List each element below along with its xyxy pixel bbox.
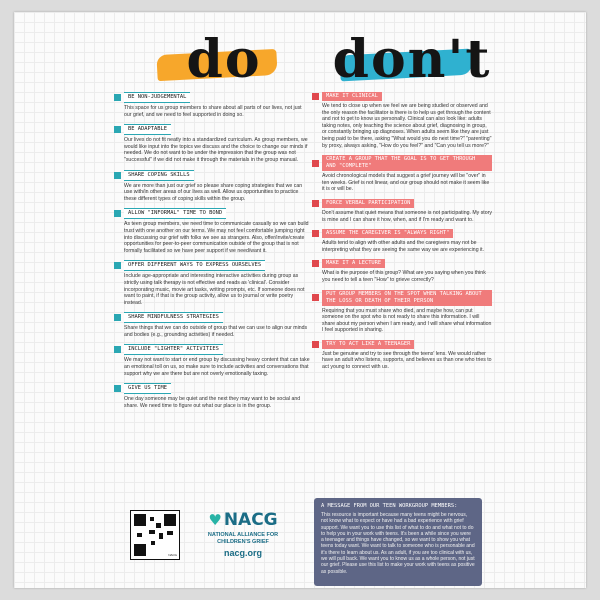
- dont-section-label: MAKE IT CLINICAL: [322, 92, 382, 101]
- message-title: A MESSAGE FROM OUR TEEN WORKGROUP MEMBERS:: [321, 503, 458, 509]
- teal-square-icon: [114, 346, 121, 353]
- dont-section-text: Adults tend to align with other adults and the caregivers may not be interpreting what they are seeing the same way we are experiencing it.: [322, 240, 485, 253]
- do-section-text: We are more than just our grief so please share coping strategies that we can use with/in other areas of our lives as well. Allow us opportunities to practice these different types of coping skills within the group.: [124, 182, 303, 202]
- teal-square-icon: [114, 126, 121, 133]
- org-url[interactable]: nacg.org: [223, 548, 262, 558]
- red-square-icon: [312, 260, 319, 267]
- dont-section: [312, 92, 492, 149]
- teal-square-icon: [114, 314, 121, 321]
- do-section-label: BE ADAPTABLE: [124, 124, 171, 135]
- dont-section: [312, 155, 492, 193]
- dont-heading: [332, 30, 492, 92]
- red-square-icon: [312, 160, 319, 167]
- do-section: [114, 383, 310, 409]
- do-section-text: This space for us group members to share about all parts of our lives, not just our grief, and we need to feel supported in doing so.: [124, 105, 302, 118]
- red-square-icon: [312, 93, 319, 100]
- teal-square-icon: [114, 385, 121, 392]
- do-section-text: Share things that we can do outside of group that we can use to align our minds and bodies (e.g., grounding activities) if needed.: [124, 325, 308, 338]
- message-box: [314, 498, 482, 586]
- dont-section: [312, 199, 492, 223]
- qr-code[interactable]: [130, 510, 180, 560]
- do-section-text: Include age-appropriate and interesting interactive activities during group as strictly using talk therapy is not effective and reads as 'clinical'. Consider incorporating music, movie art tasks, writing prompts, etc. If someone does not want to paint, if that is the group activity, allow us to journal or write poetry instead.: [124, 273, 305, 306]
- poster: [14, 12, 586, 588]
- do-section: [114, 208, 310, 254]
- do-section: [114, 344, 310, 377]
- teal-square-icon: [114, 172, 121, 179]
- brand-name: NACG: [223, 510, 278, 530]
- org-name-line2: CHILDREN'S GRIEF: [217, 539, 269, 545]
- dont-section-label: ASSUME THE CAREGIVER IS "ALWAYS RIGHT": [322, 229, 453, 238]
- do-section-label: INCLUDE "LIGHTER" ACTIVITIES: [124, 344, 223, 355]
- heart-icon: ♥: [208, 511, 222, 529]
- dont-section-text: Don't assume that quiet means that someone is not participating. My story is mine and I can share it how, when, and if I'm ready and want to.: [322, 209, 492, 223]
- dont-section: [312, 340, 492, 371]
- dont-section-label: CREATE A GROUP THAT THE GOAL IS TO GET THROUGH AND "COMPLETE": [322, 155, 492, 171]
- do-section-label: ALLOW "INFORMAL" TIME TO BOND: [124, 208, 226, 219]
- qr-label: NACG: [168, 553, 177, 557]
- do-section: [114, 170, 310, 203]
- do-section-text: Our lives do not fit neatly into a standardized curriculum. As group members, we would like input into the topics we discuss and the choice to change our minds if needed. We do not want to be under the impression that the group was not "successful" if we did not make it through the materials in the group manual.: [124, 137, 308, 163]
- do-section-label: OFFER DIFFERENT WAYS TO EXPRESS OURSELVES: [124, 260, 265, 271]
- do-section: [114, 124, 310, 163]
- dont-column: [312, 92, 492, 377]
- do-section: [114, 260, 310, 306]
- teal-square-icon: [114, 210, 121, 217]
- do-section-text: One day someone may be quiet and the next they may want to be social and share. We need time to figure out what our place is in the group.: [124, 396, 301, 409]
- dont-section-text: Just be genuine and try to see through the teens' lens. We would rather have an adult who listens, supports, and believes us than one who tries to act young to connect with us.: [322, 350, 492, 371]
- dont-section: [312, 290, 492, 334]
- do-heading: [149, 30, 299, 92]
- do-word: do: [186, 29, 262, 90]
- do-section: [114, 312, 310, 338]
- footer-logos: [130, 510, 300, 570]
- nacg-logo: [188, 510, 298, 558]
- dont-section-text: Avoid chronological models that suggest a grief journey will be "over" in ten weeks. Grief is not linear, and our group should not make it seem like it is or will be.: [322, 173, 490, 193]
- do-section-label: GIVE US TIME: [124, 383, 171, 394]
- dont-section-label: MAKE IT A LECTURE: [322, 259, 385, 268]
- red-square-icon: [312, 230, 319, 237]
- do-section-text: As teen group members, we need time to communicate casually so we can build trust with one another on our terms. We may not feel comfortable jumping right into discussing our grief with folks we see as strangers. Also, offer/invite/create opportunities for peer-to-peer communication outside of the group that is not formally facilitated so we have peer support if we need/want it.: [124, 221, 309, 254]
- dont-section-label: TRY TO ACT LIKE A TEENAGER: [322, 340, 414, 349]
- dont-section-text: We tend to close up when we feel we are being studied or observed and the only reason the facilitator is there is to help us get through the content and not to get to know us personally. Clinical can also look like: adults taking notes, only teaching the science about grief, diagnosing in group, or constantly bringing up diagnoses. When adults seem like they are just being paid to be there, asking "What would you do next time?" "parenting" by proxy, always asking, "How do you feel?" and "Can you tell us more?": [322, 103, 492, 149]
- dont-section-text: What is the purpose of this group? What are you saying when you think you need to tell a teen "How" to grieve correctly?: [322, 270, 486, 283]
- dont-section-label: FORCE VERBAL PARTICIPATION: [322, 199, 414, 208]
- teal-square-icon: [114, 262, 121, 269]
- dont-section: [312, 259, 492, 283]
- do-section-label: SHARE MINDFULNESS STRATEGIES: [124, 312, 223, 323]
- do-column: [114, 92, 310, 415]
- red-square-icon: [312, 200, 319, 207]
- dont-section-text: Requiring that you must share who died, and maybe how, can put someone on the spot who is not ready to share this information. I will share about my person when I am ready, and I will share what information I feel supported in sharing.: [322, 307, 492, 334]
- do-section-label: SHARE COPING SKILLS: [124, 170, 194, 181]
- dont-section-label: PUT GROUP MEMBERS ON THE SPOT WHEN TALKING ABOUT THE LOSS OR DEATH OF THEIR PERSON: [322, 290, 492, 306]
- do-section-label: BE NON-JUDGEMENTAL: [124, 92, 190, 103]
- org-name-line1: NATIONAL ALLIANCE FOR: [207, 532, 279, 538]
- do-section-text: We may not want to start or end group by discussing heavy content that can take an emotional toll on us, so make sure to include activities and conversations that support why we are there but are not overly emotionally taxing.: [124, 357, 310, 377]
- dont-section: [312, 229, 492, 253]
- do-section: [114, 92, 310, 118]
- red-square-icon: [312, 294, 319, 301]
- message-text: This resource is important because many teens might be nervous, not know what to expect or have had a bad experience with grief support. We want you to use this list of what to do and what not to do to help you in your work with teens. It's been a while since you were a teenager and things have changed, so we want to show you what teens today want. We want to talk to someone who is personable and it's there to learn about us. As an adult, if you are too clinical with us, we will pull back. We want you to know us as a whole person, not just our grief. Please use this list to make your work with teens as positive as possible.: [321, 512, 475, 575]
- red-square-icon: [312, 341, 319, 348]
- dont-word: don't: [332, 29, 492, 90]
- teal-square-icon: [114, 94, 121, 101]
